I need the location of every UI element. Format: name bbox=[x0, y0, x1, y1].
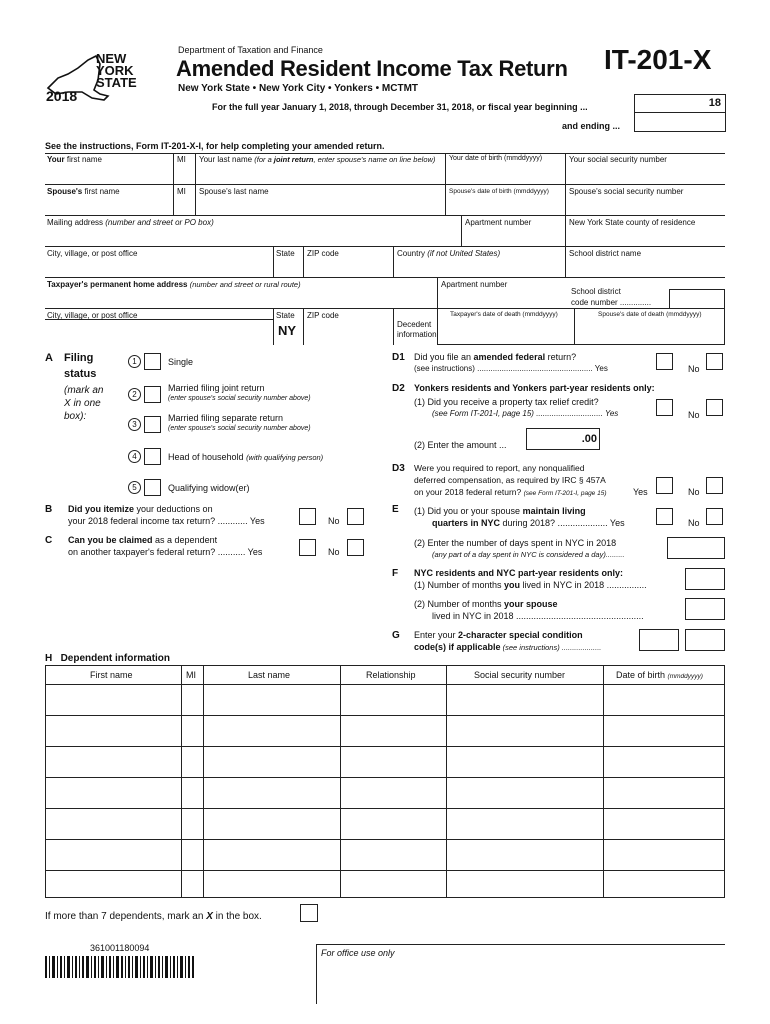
itemize-b: itemize bbox=[103, 504, 135, 514]
num-1: 1 bbox=[128, 355, 141, 368]
spouse-ssn-input[interactable] bbox=[565, 196, 725, 215]
table-row[interactable] bbox=[46, 685, 724, 715]
joint-label: Married filing joint return bbox=[168, 383, 265, 393]
more-dependents-checkbox[interactable] bbox=[300, 904, 318, 922]
spouse-first-label: first name bbox=[82, 187, 120, 196]
tp-death-input[interactable] bbox=[438, 321, 574, 345]
filing-title-1: Filing bbox=[64, 352, 94, 364]
d1-yes-checkbox[interactable] bbox=[656, 353, 673, 370]
col-first-name: First name bbox=[90, 670, 133, 680]
d3-yes-label: Yes bbox=[633, 487, 648, 497]
school-name-label: School district name bbox=[569, 249, 642, 258]
ssn-label: Your social security number bbox=[569, 155, 667, 164]
d2-amount-input[interactable] bbox=[526, 428, 600, 450]
apartment-label: Apartment number bbox=[465, 218, 532, 227]
widow-checkbox[interactable] bbox=[144, 479, 161, 496]
your-label-bold: Your bbox=[47, 155, 65, 164]
decedent-box bbox=[437, 308, 725, 345]
more-a: If more than 7 dependents, mark an bbox=[45, 911, 207, 922]
office-use-label: For office use only bbox=[321, 948, 395, 958]
city-label: City, village, or post office bbox=[47, 249, 138, 258]
form-title: Amended Resident Income Tax Return bbox=[176, 56, 568, 81]
d3-2: deferred compensation, as required by IRC § 457A bbox=[414, 475, 606, 485]
e-days-input[interactable] bbox=[667, 537, 725, 559]
fiscal-end-field[interactable] bbox=[634, 113, 726, 132]
d1-no-label: No bbox=[688, 364, 700, 374]
mailing-label: Mailing address bbox=[47, 218, 106, 227]
separate-checkbox[interactable] bbox=[144, 416, 161, 433]
spouse-dob-label: Spouse's date of birth (mmddyyyy) bbox=[449, 188, 549, 195]
e-yes-checkbox[interactable] bbox=[656, 508, 673, 525]
d3-1: Were you required to report, any nonqualified bbox=[414, 463, 585, 473]
last-name-note-a: (for a bbox=[254, 155, 274, 164]
country-note: (if not United States) bbox=[427, 249, 501, 258]
d3-3b: (see Form IT-201-I, page 15) bbox=[523, 490, 607, 497]
e-no-label: No bbox=[688, 518, 700, 528]
filing-option-2[interactable] bbox=[128, 383, 378, 407]
d2-yes-checkbox[interactable] bbox=[656, 399, 673, 416]
single-label: Single bbox=[168, 357, 194, 367]
d1-a: Did you file an bbox=[414, 352, 474, 362]
first-name-label: first name bbox=[64, 155, 102, 164]
joint-sub: (enter spouse's social security number above) bbox=[168, 395, 311, 402]
d1-b: amended federal bbox=[473, 352, 546, 362]
logo-york: YORK bbox=[96, 63, 134, 78]
more-b: X bbox=[206, 911, 213, 922]
hoh-label: Head of household bbox=[168, 452, 247, 462]
nys-logo bbox=[38, 50, 158, 105]
last-name-note-b: joint return bbox=[273, 155, 314, 164]
department: Department of Taxation and Finance bbox=[178, 45, 323, 55]
g-label: G bbox=[392, 630, 400, 641]
d2-no-checkbox[interactable] bbox=[706, 399, 723, 416]
widow-label: Qualifying widow(er) bbox=[168, 483, 250, 493]
col-relationship: Relationship bbox=[366, 670, 416, 680]
separate-sub: (enter spouse's social security number above) bbox=[168, 425, 311, 432]
form-subtitle: New York State • New York City • Yonkers • MCTMT bbox=[178, 83, 419, 94]
logo-state: STATE bbox=[96, 75, 137, 90]
e-1a: (1) Did you or your spouse bbox=[414, 506, 523, 516]
perm-address-label: Taxpayer's permanent home address bbox=[47, 280, 190, 289]
your-last-name-input[interactable] bbox=[195, 164, 445, 184]
filing-option-4[interactable] bbox=[128, 448, 378, 468]
filing-title-2: status bbox=[64, 368, 97, 380]
instructions-note: See the instructions, Form IT-201-X-I, for help completing your amended return. bbox=[45, 141, 385, 151]
g-code-input-2[interactable] bbox=[685, 629, 725, 651]
e-2b: during 2018? .................... Yes bbox=[500, 518, 625, 528]
table-row[interactable] bbox=[46, 840, 724, 870]
itemize-no-label: No bbox=[328, 516, 340, 526]
col-dob-sub: (mmddyyyy) bbox=[667, 673, 703, 680]
claimed-no-label: No bbox=[328, 547, 340, 557]
e-2a: quarters in NYC bbox=[432, 518, 501, 528]
d3-3a: on your 2018 federal return? bbox=[414, 487, 524, 497]
d1-sub: (see instructions) .................................................... Yes bbox=[414, 364, 608, 373]
city2-label: City, village, or post office bbox=[47, 311, 138, 320]
f-2c: lived in NYC in 2018 ................................................... bbox=[432, 611, 644, 621]
sp-death-label: Spouse's date of death (mmddyyyy) bbox=[598, 311, 702, 318]
col-dob: Date of birth bbox=[616, 670, 668, 680]
d1-label: D1 bbox=[392, 352, 405, 363]
d3-label: D3 bbox=[392, 463, 405, 474]
state2-value: NY bbox=[278, 323, 297, 338]
zip-label: ZIP code bbox=[307, 249, 339, 258]
perm-address-note: (number and street or rural route) bbox=[189, 280, 301, 289]
decedent-label-2: information bbox=[397, 330, 437, 339]
col-ssn: Social security number bbox=[474, 670, 566, 680]
joint-checkbox[interactable] bbox=[144, 386, 161, 403]
g-2b: (see instructions) ................... bbox=[500, 643, 602, 652]
filing-letter: A bbox=[45, 352, 53, 364]
d3-yes-checkbox[interactable] bbox=[656, 477, 673, 494]
school-code-label-2: code number .............. bbox=[571, 298, 652, 307]
dep-title: Dependent information bbox=[60, 653, 171, 664]
filing-note-3: box): bbox=[64, 411, 87, 422]
your-ssn-input[interactable] bbox=[565, 164, 725, 184]
e-3: (2) Enter the number of days spent in NYC in 2018 bbox=[414, 538, 617, 548]
d2-1-sub: (see Form IT-201-I, page 15) .............................. Yes bbox=[432, 409, 619, 418]
mailing-address-input[interactable] bbox=[45, 227, 461, 246]
d3-no-label: No bbox=[688, 487, 700, 497]
tp-death-label: Taxpayer's date of death (mmddyyyy) bbox=[450, 311, 558, 318]
taxpayer-grid bbox=[45, 153, 725, 345]
single-checkbox[interactable] bbox=[144, 353, 161, 370]
e-1b: maintain living bbox=[522, 506, 586, 516]
fiscal-begin-field[interactable] bbox=[634, 94, 726, 113]
claimed-b: as a dependent bbox=[152, 535, 218, 545]
claimed-letter: C bbox=[45, 535, 53, 546]
your-first-name-input[interactable] bbox=[45, 164, 173, 184]
table-row[interactable] bbox=[46, 871, 724, 897]
barcode-icon bbox=[45, 956, 195, 978]
g-1b: 2-character special condition bbox=[458, 630, 583, 640]
e-3-sub: (any part of a day spent in NYC is considered a day)......... bbox=[432, 550, 625, 559]
table-row[interactable] bbox=[46, 716, 724, 746]
state-label: State bbox=[276, 249, 295, 258]
sp-death-input[interactable] bbox=[575, 321, 725, 345]
f-2a: (2) Number of months bbox=[414, 599, 505, 609]
f-months-input[interactable] bbox=[685, 568, 725, 590]
form-id: IT-201-X bbox=[604, 44, 712, 75]
filing-option-5[interactable] bbox=[128, 479, 378, 499]
logo-year: 2018 bbox=[46, 88, 78, 104]
period-line: For the full year January 1, 2018, through December 31, 2018, or fiscal year beginning ... bbox=[212, 102, 588, 112]
itemize-letter: B bbox=[45, 504, 53, 515]
county-label: New York State county of residence bbox=[569, 218, 696, 227]
your-dob-input[interactable] bbox=[445, 164, 565, 184]
claimed-no-checkbox[interactable] bbox=[347, 539, 364, 556]
filing-note-2: X in one bbox=[64, 398, 101, 409]
spouse-first-name-input[interactable] bbox=[45, 196, 173, 215]
e-no-checkbox[interactable] bbox=[706, 508, 723, 525]
school-code-input[interactable] bbox=[669, 289, 725, 309]
filing-option-1[interactable] bbox=[128, 353, 328, 373]
hoh-sub: (with qualifying person) bbox=[246, 453, 324, 462]
barcode-number: 361001180094 bbox=[90, 943, 150, 953]
spouse-mi-label: MI bbox=[177, 187, 186, 196]
itemize-c: your deductions on bbox=[134, 504, 213, 514]
separate-label: Married filing separate return bbox=[168, 413, 284, 423]
decedent-label-1: Decedent bbox=[397, 320, 432, 329]
office-use-box bbox=[316, 944, 725, 1004]
perm-apartment-label: Apartment number bbox=[441, 280, 508, 289]
e-label: E bbox=[392, 504, 399, 515]
last-name-label: Your last name bbox=[199, 155, 255, 164]
barcode bbox=[45, 956, 195, 978]
dependents-table bbox=[45, 665, 725, 898]
table-row[interactable] bbox=[46, 778, 724, 808]
county-input[interactable] bbox=[565, 227, 725, 246]
filing-note-1: (mark an bbox=[64, 385, 104, 396]
country-label: Country bbox=[397, 249, 428, 258]
spouse-last-name-input[interactable] bbox=[195, 196, 445, 215]
state2-label: State bbox=[276, 311, 295, 320]
mailing-note: (number and street or PO box) bbox=[105, 218, 214, 227]
d2-1: (1) Did you receive a property tax relief credit? bbox=[414, 397, 599, 407]
f-2b: your spouse bbox=[504, 599, 558, 609]
itemize-no-checkbox[interactable] bbox=[347, 508, 364, 525]
claimed-line2: on another taxpayer's federal return? ........... Yes bbox=[68, 547, 263, 557]
claimed-a: Can you be claimed bbox=[68, 535, 153, 545]
g-1a: Enter your bbox=[414, 630, 459, 640]
d2-no-label: No bbox=[688, 410, 700, 420]
f-1a: (1) Number of months bbox=[414, 580, 505, 590]
num-5: 5 bbox=[128, 481, 141, 494]
f-title: NYC residents and NYC part-year residents only: bbox=[414, 568, 624, 578]
d1-c: return? bbox=[545, 352, 577, 362]
more-c: in the box. bbox=[212, 911, 262, 922]
hoh-checkbox[interactable] bbox=[144, 448, 161, 465]
itemize-a: Did you bbox=[68, 504, 104, 514]
f-1b: you bbox=[504, 580, 521, 590]
f-1c: lived in NYC in 2018 ................ bbox=[520, 580, 647, 590]
f-label: F bbox=[392, 568, 399, 579]
last-name-note-c: , enter spouse's name on line below) bbox=[313, 155, 436, 164]
d2-cents: .00 bbox=[581, 433, 597, 445]
mi-label: MI bbox=[177, 155, 186, 164]
g-code-input-1[interactable] bbox=[639, 629, 679, 651]
itemize-yes-checkbox[interactable] bbox=[299, 508, 316, 525]
table-row[interactable] bbox=[46, 809, 724, 839]
g-2a: code(s) if applicable bbox=[414, 642, 501, 652]
logo-new: NEW bbox=[96, 51, 127, 66]
ending-line: and ending ... bbox=[562, 121, 620, 131]
table-row[interactable] bbox=[46, 747, 724, 777]
claimed-yes-checkbox[interactable] bbox=[299, 539, 316, 556]
d3-no-checkbox[interactable] bbox=[706, 477, 723, 494]
dep-letter: H bbox=[45, 653, 53, 664]
spouse-last-label: Spouse's last name bbox=[199, 187, 269, 196]
d2-label: D2 bbox=[392, 383, 405, 394]
col-last-name: Last name bbox=[248, 670, 291, 680]
dob-label: Your date of birth (mmddyyyy) bbox=[449, 155, 543, 162]
zip2-label: ZIP code bbox=[307, 311, 339, 320]
year-suffix: 18 bbox=[708, 97, 721, 109]
col-mi: MI bbox=[186, 670, 196, 680]
d2-title: Yonkers residents and Yonkers part-year residents only: bbox=[414, 383, 655, 393]
school-code-label-1: School district bbox=[571, 287, 621, 296]
d1-no-checkbox[interactable] bbox=[706, 353, 723, 370]
f-spouse-months-input[interactable] bbox=[685, 598, 725, 620]
your-mi-input[interactable] bbox=[173, 164, 195, 184]
itemize-line2: your 2018 federal income tax return? ............ Yes bbox=[68, 516, 265, 526]
num-3: 3 bbox=[128, 418, 141, 431]
d2-2: (2) Enter the amount ... bbox=[414, 440, 507, 450]
spouse-label-bold: Spouse's bbox=[47, 187, 83, 196]
spouse-ssn-label: Spouse's social security number bbox=[569, 187, 684, 196]
num-4: 4 bbox=[128, 450, 141, 463]
filing-option-3[interactable] bbox=[128, 413, 378, 437]
num-2: 2 bbox=[128, 388, 141, 401]
school-name-input[interactable] bbox=[565, 258, 725, 277]
